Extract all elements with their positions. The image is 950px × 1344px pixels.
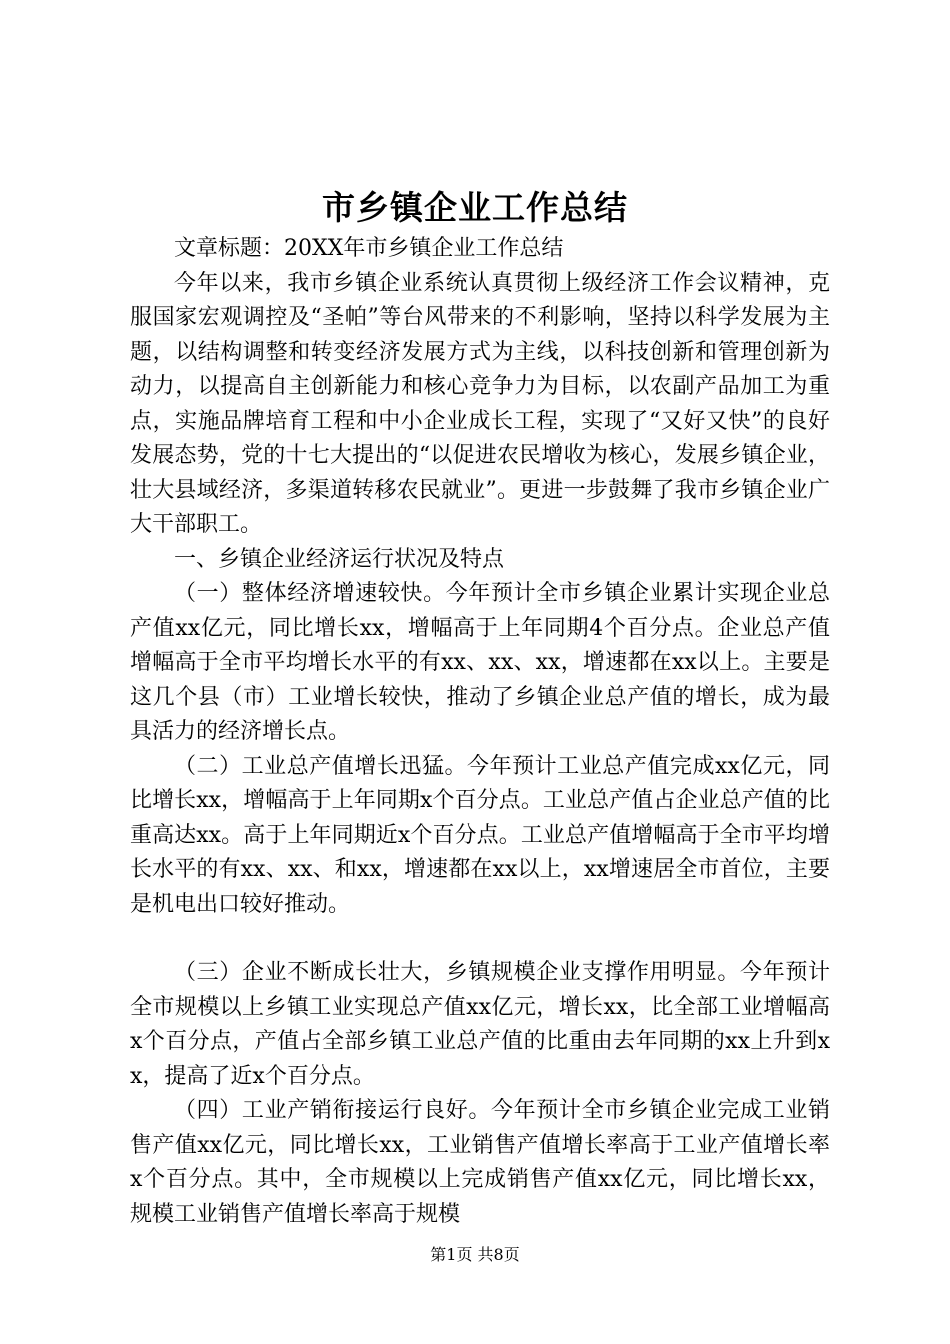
document-title: 市乡镇企业工作总结 bbox=[322, 188, 628, 227]
document-body bbox=[130, 232, 830, 1232]
page-number-footer: 第1页 共8页 bbox=[430, 1245, 520, 1264]
intro-paragraph: 今年以来，我市乡镇企业系统认真贯彻上级经济工作会议精神，克服国家宏观调控及“圣帕”等台风带来的不利影响，坚持以科学发展为主题，以结构调整和转变经济发展方式为主线，以科技创新和管理创新为动力，以提高自主创新能力和核心竞争力为目标，以农副产品加工为重点，实施品牌培育工程和中小企业成长工程，实现了“又好又快”的良好发展态势，党的十七大提出的“以促进农民增收为核心，发展乡镇企业，壮大县域经济，多渠道转移农民就业”。更进一步鼓舞了我市乡镇企业广大干部职工。 bbox=[130, 270, 830, 537]
paragraph-item-1: （一）整体经济增速较快。今年预计全市乡镇企业累计实现企业总产值xx亿元，同比增长xx，增幅高于上年同期4个百分点。企业总产值增幅高于全市平均增长水平的有xx、xx、xx，增速都在xx以上。主要是这几个县（市）工业增长较快，推动了乡镇企业总产值的增长，成为最具活力的经济增长点。 bbox=[130, 581, 830, 744]
article-heading-line: 文章标题：20XX年市乡镇企业工作总结 bbox=[174, 236, 564, 261]
paragraph-item-4: （四）工业产销衔接运行良好。今年预计全市乡镇企业完成工业销售产值xx亿元，同比增长xx，工业销售产值增长率高于工业产值增长率x个百分点。其中，全市规模以上完成销售产值xx亿元，同比增长xx，规模工业销售产值增长率高于规模 bbox=[130, 1098, 830, 1227]
paragraph-item-3: （三）企业不断成长壮大，乡镇规模企业支撑作用明显。今年预计全市规模以上乡镇工业实现总产值xx亿元，增长xx，比全部工业增幅高x个百分点，产值占全部乡镇工业总产值的比重由去年同期的xx上升到xx，提高了近x个百分点。 bbox=[130, 960, 830, 1089]
paragraph-item-2: （二）工业总产值增长迅猛。今年预计工业总产值完成xx亿元，同比增长xx，增幅高于上年同期x个百分点。工业总产值占企业总产值的比重高达xx。高于上年同期近x个百分点。工业总产值增幅高于全市平均增长水平的有xx、xx、和xx，增速都在xx以上，xx增速居全市首位，主要是机电出口较好推动。 bbox=[130, 753, 830, 917]
section-heading: 一、乡镇企业经济运行状况及特点 bbox=[174, 546, 505, 572]
